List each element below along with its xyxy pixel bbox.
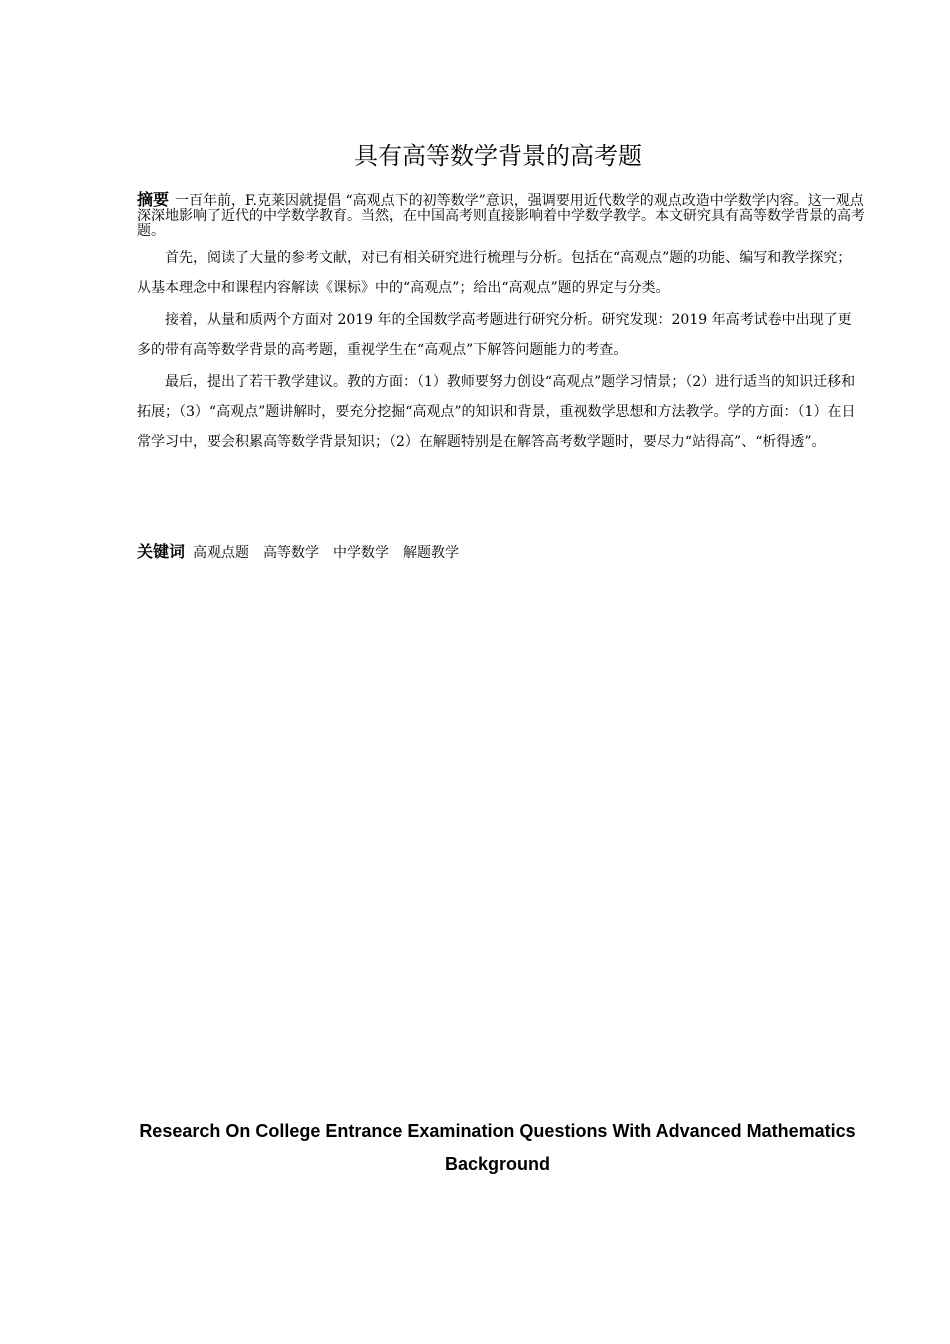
english-title: Research On College Entrance Examination Questions With Advanced Mathematics Background: [139, 1121, 856, 1174]
abstract-section: [137, 192, 865, 457]
keyword-item: 高等数学: [263, 545, 320, 561]
abstract-first-text: 一百年前，F.克莱因就提倡 “高观点下的初等数学”意识，强调要用近代数学的观点改造中学数学内容。这一观点深深地影响了近代的中学数学教育。当然，在中国高考则直接影响着中学数学教学。本文研究具有高等数学背景的高考题。: [137, 193, 865, 239]
abstract-paragraph-3: 最后，提出了若干教学建议。教的方面：（1）教师要努力创设“高观点”题学习情景；（2）进行适当的知识迁移和拓展；（3）“高观点”题讲解时，要充分挖掘“高观点”的知识和背景，重视数学思想和方法教学。学的方面：（1）在日常学习中，要会积累高等数学背景知识；（2）在解题特别是在解答高考数学题时，要尽力“站得高”、“析得透”。: [137, 374, 856, 450]
keyword-item: 解题教学: [403, 545, 460, 561]
keyword-item: 高观点题: [193, 545, 250, 561]
keyword-item: 中学数学: [333, 545, 390, 561]
keywords-section: [137, 540, 865, 565]
abstract-paragraph-1: 首先，阅读了大量的参考文献，对已有相关研究进行梳理与分析。包括在“高观点”题的功能、编写和教学探究；从基本理念中和课程内容解读《课标》中的“高观点”；给出“高观点”题的界定与分类。: [137, 250, 852, 296]
abstract-label: 摘要: [137, 190, 170, 209]
abstract-first-paragraph: [137, 192, 865, 239]
paper-title: 具有高等数学背景的高考题: [354, 142, 642, 170]
keywords-label: 关键词: [137, 542, 186, 561]
abstract-paragraph-2: 接着，从量和质两个方面对 2019 年的全国数学高考题进行研究分析。研究发现：2019 年高考试卷中出现了更多的带有高等数学背景的高考题，重视学生在“高观点”下解答问题能力的考查。: [137, 312, 852, 358]
